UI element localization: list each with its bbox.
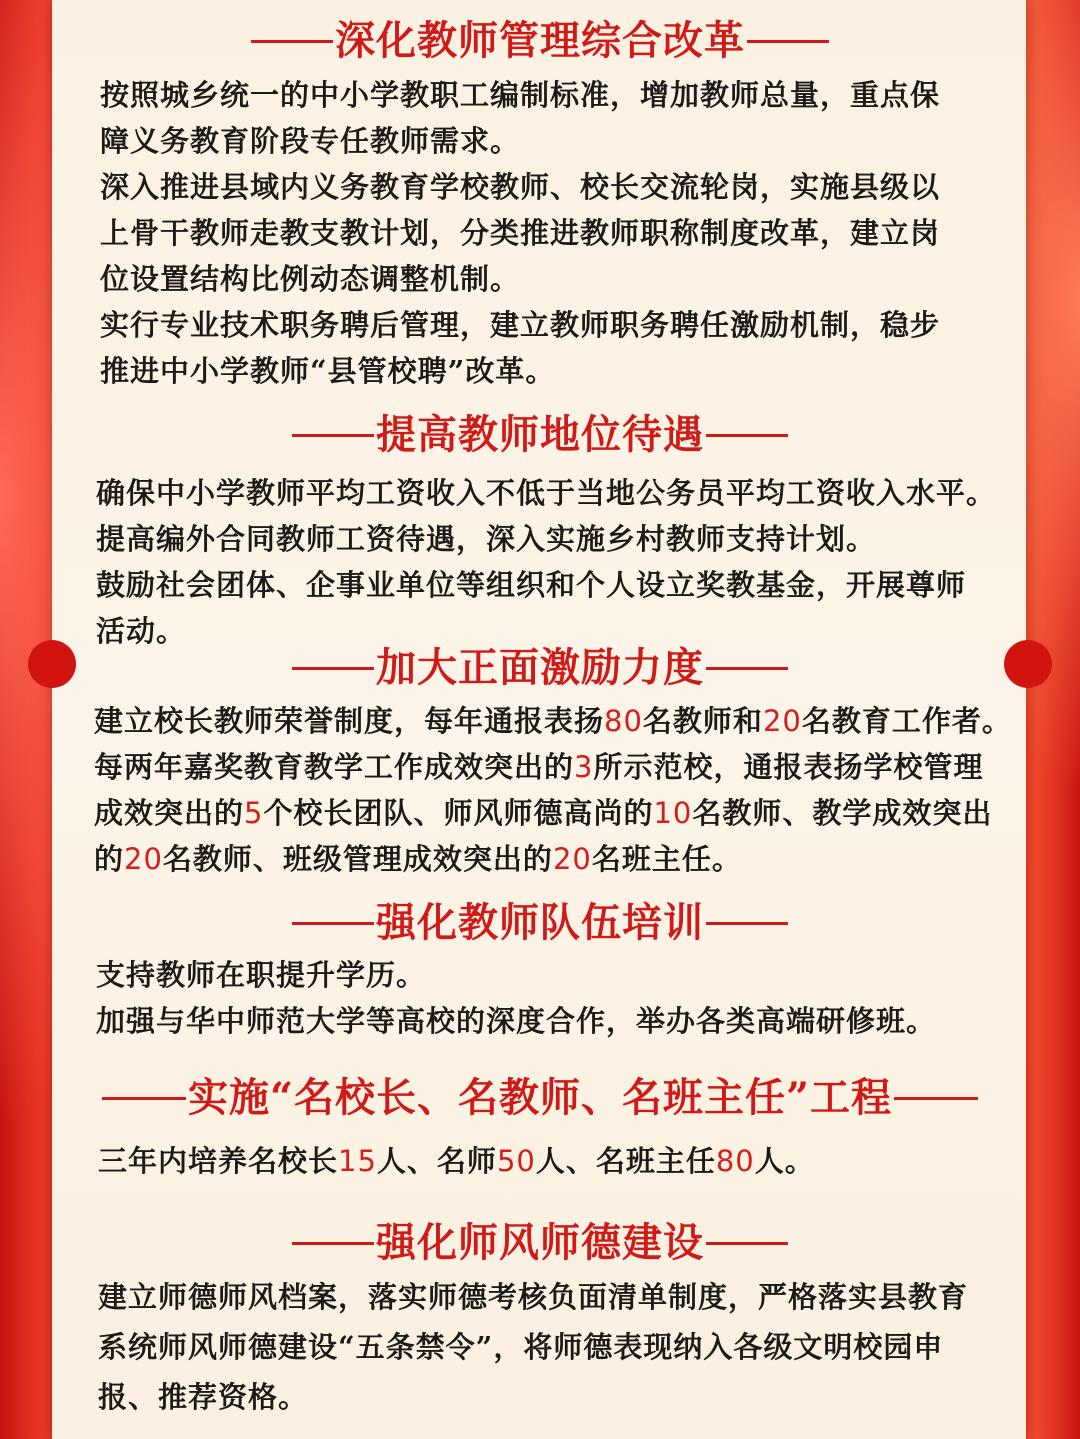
line-text: 加强与华中师范大学等高校的深度合作，举办各类高端研修班。 <box>96 1004 937 1038</box>
line-text: 名教师和 <box>642 704 763 738</box>
line-text: 系统师风师德建设“五条禁令”，将师德表现纳入各级文明校园申 <box>98 1330 944 1364</box>
paragraph-line <box>100 118 1030 164</box>
highlight-number: 3 <box>574 750 594 784</box>
line-text: 鼓励社会团体、企事业单位等组织和个人设立奖教基金，开展尊师 <box>96 568 967 602</box>
heading-dash-left <box>251 40 333 43</box>
line-text: 每两年嘉奖教育教学工作成效突出的 <box>94 750 575 784</box>
line-text: 成效突出的 <box>94 796 245 830</box>
highlight-number: 80 <box>715 1144 755 1178</box>
paragraph-line <box>100 348 1030 394</box>
paragraph-line <box>100 256 1030 302</box>
paragraph-line <box>100 164 1030 210</box>
line-text: 按照城乡统一的中小学教职工编制标准，增加教师总量，重点保 <box>100 78 941 112</box>
line-text: 的 <box>94 842 125 876</box>
highlight-number: 20 <box>124 842 163 876</box>
heading-dash-left <box>102 1097 186 1100</box>
paragraph-line <box>94 836 1024 882</box>
line-text: 实行专业技术职务聘后管理，建立教师职务聘任激励机制，稳步 <box>100 308 941 342</box>
section-heading-text: 提高教师地位待遇 <box>376 411 704 458</box>
paragraph-line <box>98 1372 1028 1422</box>
line-text: 报、推荐资格。 <box>98 1380 309 1414</box>
highlight-number: 20 <box>762 704 802 738</box>
line-text: 人、名师 <box>376 1144 497 1178</box>
paragraph-line <box>98 1138 1028 1184</box>
highlight-number: 80 <box>604 704 643 738</box>
line-text: 名教育工作者。 <box>801 704 1012 738</box>
highlight-number: 10 <box>653 796 693 830</box>
paragraph-line <box>100 210 1030 256</box>
line-text: 推进中小学教师“县管校聘”改革。 <box>100 354 556 388</box>
paragraph-line <box>96 998 1026 1044</box>
line-text: 个校长团队、师风师德高尚的 <box>263 796 654 830</box>
line-text: 障义务教育阶段专任教师需求。 <box>100 124 521 158</box>
line-text: 三年内培养名校长 <box>98 1144 339 1178</box>
section-heading <box>0 898 1080 948</box>
heading-dash-right <box>706 922 788 925</box>
section-heading <box>0 16 1080 66</box>
section-heading-text: 强化教师队伍培训 <box>376 899 704 946</box>
paragraph-line <box>94 790 1024 836</box>
heading-dash-right <box>706 1242 788 1245</box>
heading-dash-left <box>292 922 374 925</box>
line-text: 名班主任。 <box>591 842 742 876</box>
line-text: 人、名班主任 <box>535 1144 716 1178</box>
highlight-number: 5 <box>244 796 264 830</box>
section-heading-text: 加大正面激励力度 <box>376 644 704 691</box>
section-heading-text: 深化教师管理综合改革 <box>335 17 745 64</box>
line-text: 人。 <box>754 1144 815 1178</box>
paragraph-line <box>98 1322 1028 1372</box>
line-text: 确保中小学教师平均工资收入不低于当地公务员平均工资收入水平。 <box>96 476 997 510</box>
heading-dash-right <box>706 434 788 437</box>
line-text: 名教师、教学成效突出 <box>692 796 993 830</box>
paragraph-line <box>100 302 1030 348</box>
paragraph-line <box>94 744 1024 790</box>
heading-dash-right <box>894 1097 978 1100</box>
line-text: 所示范校，通报表扬学校管理 <box>593 750 984 784</box>
section-heading <box>0 643 1080 693</box>
section-heading-text: 实施“名校长、名教师、名班主任”工程 <box>187 1074 892 1121</box>
paragraph-line <box>98 1272 1028 1322</box>
line-text: 建立师德师风档案，落实师德考核负面清单制度，严格落实县教育 <box>98 1280 969 1314</box>
highlight-number: 50 <box>496 1144 536 1178</box>
line-text: 支持教师在职提升学历。 <box>96 958 427 992</box>
line-text: 活动。 <box>96 614 187 648</box>
line-text: 提高编外合同教师工资待遇，深入实施乡村教师支持计划。 <box>96 522 877 556</box>
paragraph-line <box>100 72 1030 118</box>
section-heading <box>0 410 1080 460</box>
section-heading-text: 强化师风师德建设 <box>376 1219 704 1266</box>
section-heading <box>0 1218 1080 1268</box>
line-text: 建立校长教师荣誉制度，每年通报表扬 <box>94 704 605 738</box>
heading-dash-left <box>292 1242 374 1245</box>
line-text: 深入推进县域内义务教育学校教师、校长交流轮岗，实施县级以 <box>100 170 941 204</box>
heading-dash-right <box>747 40 829 43</box>
line-text: 上骨干教师走教支教计划，分类推进教师职称制度改革，建立岗 <box>100 216 941 250</box>
paragraph-line <box>96 562 1026 608</box>
section-heading <box>0 1073 1080 1123</box>
paragraph-line <box>96 952 1026 998</box>
paragraph-line <box>94 698 1024 744</box>
paragraph-line <box>96 470 1026 516</box>
heading-dash-right <box>706 667 788 670</box>
paragraph-line <box>96 516 1026 562</box>
line-text: 名教师、班级管理成效突出的 <box>162 842 553 876</box>
highlight-number: 20 <box>552 842 592 876</box>
line-text: 位设置结构比例动态调整机制。 <box>100 262 521 296</box>
heading-dash-left <box>292 434 374 437</box>
highlight-number: 15 <box>338 1144 377 1178</box>
heading-dash-left <box>292 667 374 670</box>
